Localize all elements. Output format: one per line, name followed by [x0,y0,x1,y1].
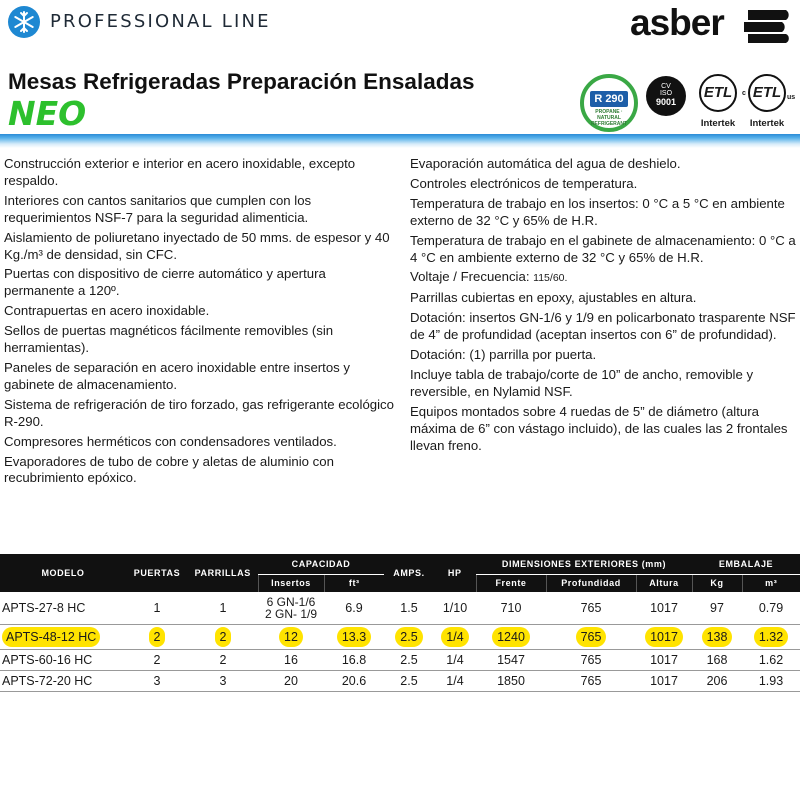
cell-m3: 1.32 [754,627,788,647]
etl-c-label: c [742,90,746,97]
cell-insertos-line: 6 GN-1/6 [266,594,316,609]
cell-altura: 1017 [636,649,692,670]
cell-profundidad: 765 [546,649,636,670]
cell-kg: 168 [692,649,742,670]
cell-profundidad: 765 [546,592,636,624]
header-m3: m³ [742,574,800,592]
cell-hp: 1/4 [441,627,468,647]
cell-m3: 0.79 [742,592,800,624]
feature-item: Temperatura de trabajo en los insertos: 0 °C a 5 °C en ambiente externo de 32 °C y 65% de H.R. [410,195,785,228]
cell-frente: 710 [476,592,546,624]
iso-cv-label: CV [661,83,671,90]
cell-modelo: APTS-60-16 HC [0,649,126,670]
feature-item: Aislamiento de poliuretano inyectado de 50 mms. de espesor y 40 Kg./m³ de densidad, sin CFC. [4,229,390,262]
specifications-table [0,554,800,692]
cell-frente: 1547 [476,649,546,670]
iso-9001-badge [640,72,692,132]
etl-intertek-c-us-badge [742,74,796,132]
cell-puertas: 2 [149,627,166,647]
etl-mark: ETL [699,74,737,112]
cell-puertas: 2 [126,649,188,670]
header-divider [0,134,800,148]
cell-frente: 1240 [492,627,530,647]
product-line-label: PROFESSIONAL LINE [50,11,271,32]
cell-frente: 1850 [476,670,546,691]
header-insertos: Insertos [258,574,324,592]
cell-amps: 2.5 [395,627,422,647]
feature-item: Interiores con cantos sanitarios que cumplen con los requerimientos NSF-7 para la seguridad alimenticia. [4,192,312,225]
cell-ft3: 6.9 [324,592,384,624]
cell-altura: 1017 [645,627,683,647]
header-parrillas: PARRILLAS [188,554,258,592]
feature-item: Dotación: insertos GN-1/6 y 1/9 en policarbonato trasparente NSF de 4” de profundidad (aceptan insertos con 6” de profundidad). [410,310,796,343]
cell-parrillas: 2 [215,627,232,647]
snowflake-icon [8,6,40,38]
header-embalaje: EMBALAJE [692,554,800,574]
top-bar [0,0,800,46]
cell-modelo: APTS-72-20 HC [0,670,126,691]
features-left-column [4,156,399,490]
intertek-label: Intertek [700,118,736,129]
feature-item: Evaporadores de tubo de cobre y aletas de aluminio con recubrimiento epóxico. [4,453,334,486]
header-kg: Kg [692,574,742,592]
cell-m3: 1.93 [742,670,800,691]
r290-label: R 290 [590,91,628,107]
etl-mark: ETL [748,74,786,112]
feature-item: Paneles de separación en acero inoxidable entre insertos y gabinete de almacenamiento. [4,359,351,392]
table-row [0,592,800,624]
feature-item: Temperatura de trabajo en el gabinete de almacenamiento: 0 °C a 4 °C en ambiente externo de 32 °C y 65% de H.R. [410,232,796,265]
cell-amps: 2.5 [384,649,434,670]
etl-us-label: us [787,94,796,101]
feature-item: Equipos montados sobre 4 ruedas de 5” de diámetro (altura máxima de 6” con vástago incluido), de las cuales las 2 frontales llevan freno. [410,403,788,453]
header-altura: Altura [636,574,692,592]
table-row [0,670,800,691]
cell-kg: 138 [702,627,733,647]
cell-puertas: 3 [126,670,188,691]
header-dimensiones: DIMENSIONES EXTERIORES (mm) [476,554,692,574]
iso-number: 9001 [655,97,677,107]
header-ft3: ft³ [324,574,384,592]
cell-modelo: APTS-48-12 HC [2,627,100,647]
asber-logo-mark-icon [742,8,792,44]
feature-item: Sellos de puertas magnéticos fácilmente removibles (sin herramientas). [4,323,334,356]
feature-item: Sistema de refrigeración de tiro forzado, gas refrigerante ecológico R-290. [4,396,394,429]
voltage-value: 115/60. [533,272,568,285]
header-hp: HP [434,554,476,592]
cell-parrillas: 1 [188,592,258,624]
iso-label: ISO [659,90,673,97]
feature-item: Evaporación automática del agua de deshielo. [410,156,681,171]
cell-ft3: 20.6 [324,670,384,691]
header-amps: AMPS. [384,554,434,592]
cell-profundidad: 765 [546,670,636,691]
features-right-column [410,156,800,458]
r290-sublabel: PROPANE · NATURAL REFRIGERANT [590,109,628,127]
cell-parrillas: 3 [188,670,258,691]
cell-insertos: 20 [258,670,324,691]
feature-item: Parrillas cubiertas en epoxy, ajustables en altura. [410,290,697,306]
cell-altura: 1017 [636,592,692,624]
cell-profundidad: 765 [576,627,607,647]
feature-item: Construcción exterior e interior en acero inoxidable, excepto respaldo. [4,156,356,188]
cell-ft3: 13.3 [337,627,371,647]
cell-hp: 1/10 [434,592,476,624]
feature-item: Controles electrónicos de temperatura. [410,175,638,191]
cell-insertos: 12 [279,627,303,647]
voltage-label: Voltaje / Frecuencia: [410,269,534,285]
cell-m3: 1.62 [742,649,800,670]
header-profundidad: Profundidad [546,574,636,592]
header-frente: Frente [476,574,546,592]
feature-item: Contrapuertas en acero inoxidable. [4,303,210,319]
neo-series-logo [8,96,112,128]
header-puertas: PUERTAS [126,554,188,592]
cell-altura: 1017 [636,670,692,691]
feature-item: Dotación: (1) parrilla por puerta. [410,347,597,363]
cell-hp: 1/4 [434,649,476,670]
cell-modelo: APTS-27-8 HC [0,592,126,624]
table-row-highlighted [0,624,800,649]
cell-kg: 97 [692,592,742,624]
cell-insertos [258,592,324,624]
feature-item: Incluye tabla de trabajo/corte de 10” de ancho, removible y reversible, en Nylamid NSF. [410,366,754,399]
cell-insertos-line: 2 GN- 1/9 [264,606,318,621]
etl-intertek-badge [696,74,740,132]
cell-parrillas: 2 [188,649,258,670]
cell-amps: 1.5 [384,592,434,624]
feature-item: Compresores herméticos con condensadores ventilados. [4,433,337,449]
header-modelo: MODELO [0,554,126,592]
table-row [0,649,800,670]
cell-kg: 206 [692,670,742,691]
page-title: Mesas Refrigeradas Preparación Ensaladas [8,69,475,94]
cell-insertos: 16 [258,649,324,670]
cell-ft3: 16.8 [324,649,384,670]
intertek-label: Intertek [749,118,785,129]
svg-text:NEO: NEO [8,96,87,128]
brand-logo-text: asber [630,2,724,43]
feature-item: Puertas con dispositivo de cierre automático y apertura permanente a 120º. [4,266,326,299]
cell-hp: 1/4 [434,670,476,691]
r290-propane-badge [580,74,638,132]
voltage-item [410,269,800,287]
cell-puertas: 1 [126,592,188,624]
header-capacidad: CAPACIDAD [258,554,384,574]
cell-amps: 2.5 [384,670,434,691]
